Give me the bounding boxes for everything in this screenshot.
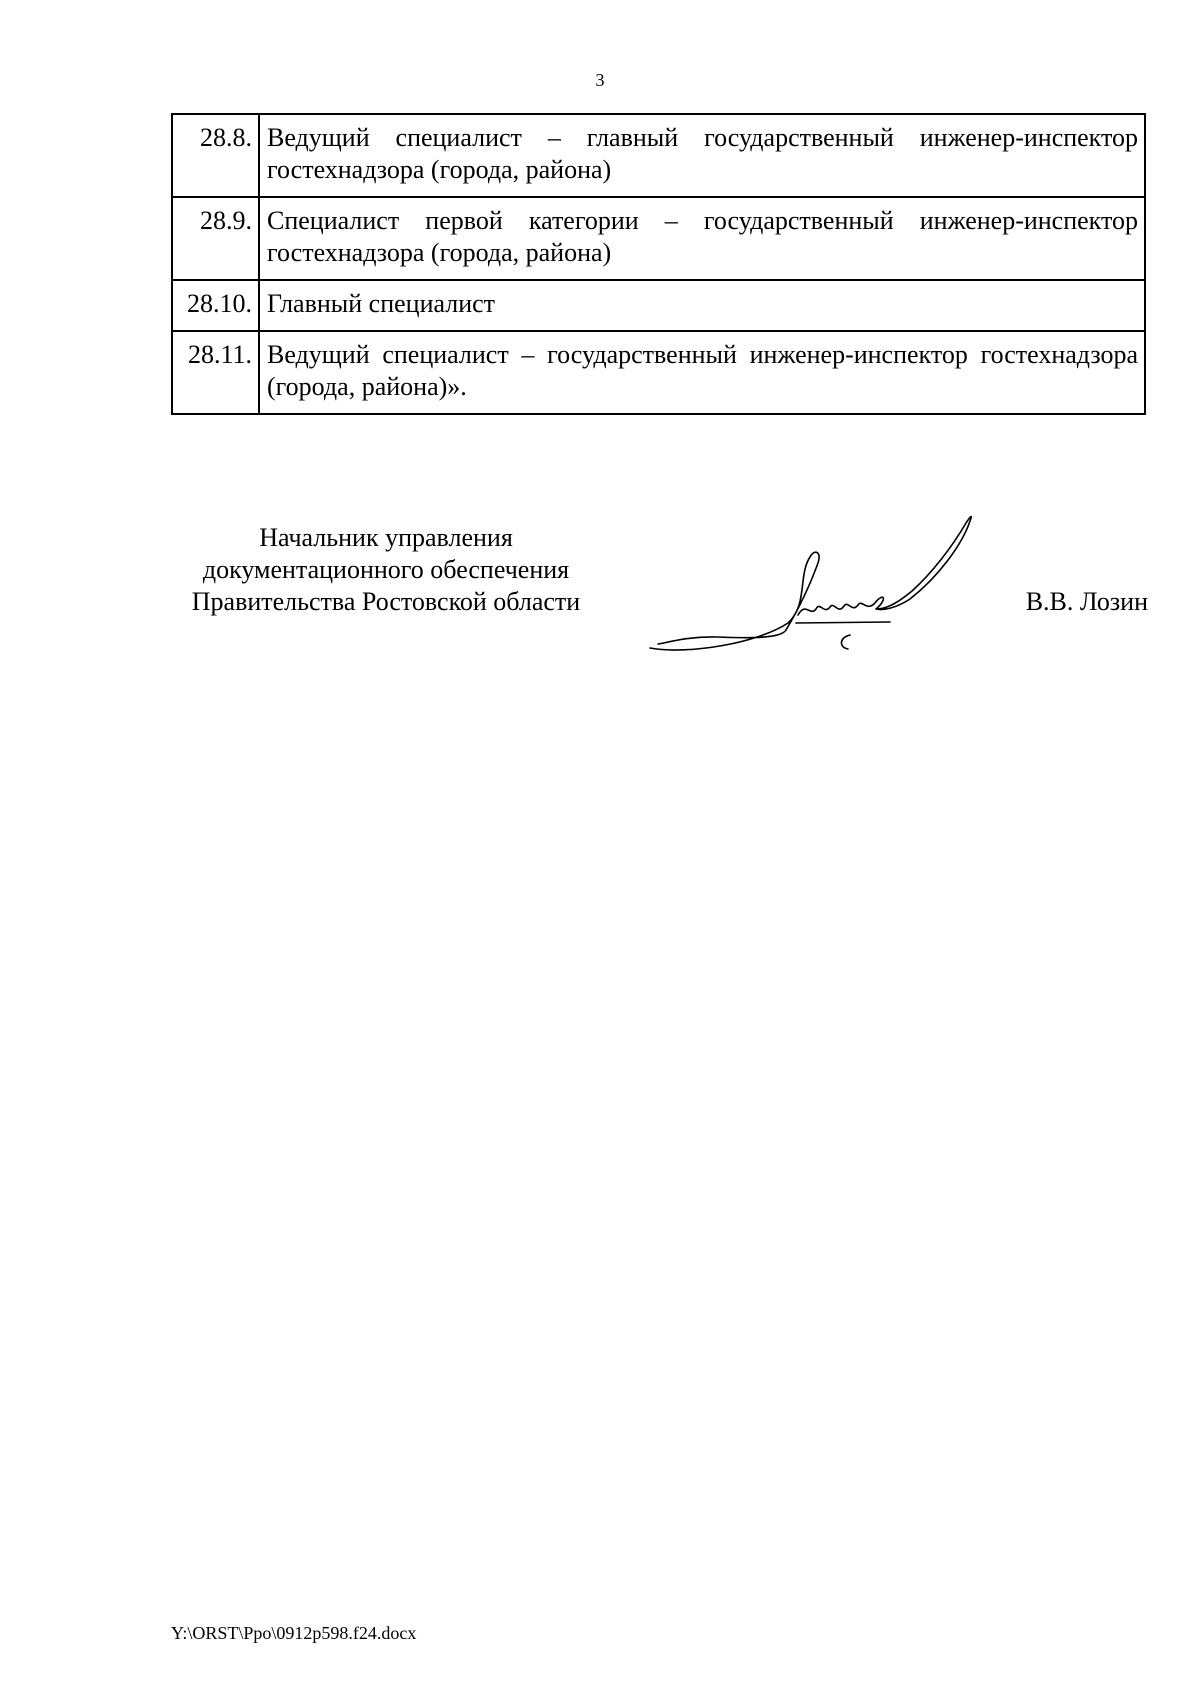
file-path: Y:\ORST\Ppo\0912p598.f24.docx [171, 1623, 417, 1643]
row-title-line: гостехнадзора (города, района) [267, 155, 612, 184]
handwritten-signature [648, 505, 978, 655]
page-number: 3 [595, 70, 605, 90]
row-number: 28.11. [172, 331, 259, 414]
signer-position [171, 522, 601, 618]
row-number: 28.10. [172, 280, 259, 331]
table-row [172, 331, 1145, 414]
row-title-line: Главный специалист [267, 289, 496, 318]
row-title-line: гостехнадзора (города, района) [267, 238, 612, 267]
row-title-line: гостехнадзора (города, района)». [267, 340, 1139, 401]
signer-position-line: документационного обеспечения [202, 555, 570, 584]
table-row [172, 280, 1145, 331]
positions-table [171, 113, 1146, 415]
row-title [259, 280, 1145, 331]
row-title [259, 331, 1145, 414]
row-number: 28.9. [172, 197, 259, 280]
row-title [259, 114, 1145, 197]
table-row [172, 114, 1145, 197]
row-title [259, 197, 1145, 280]
row-title-line: Ведущий специалист – государственный инженер-инспектор [267, 340, 968, 369]
signer-position-line: Правительства Ростовской области [191, 587, 581, 616]
signer-position-line: Начальник управления [259, 523, 513, 552]
table-row [172, 197, 1145, 280]
signer-name: В.В. Лозин [1025, 587, 1148, 616]
row-number: 28.8. [172, 114, 259, 197]
row-title-line: Ведущий специалист – главный государственный инженер-инспектор [267, 123, 1138, 152]
row-title-line: Специалист первой категории – государственный инженер-инспектор [267, 206, 1138, 235]
